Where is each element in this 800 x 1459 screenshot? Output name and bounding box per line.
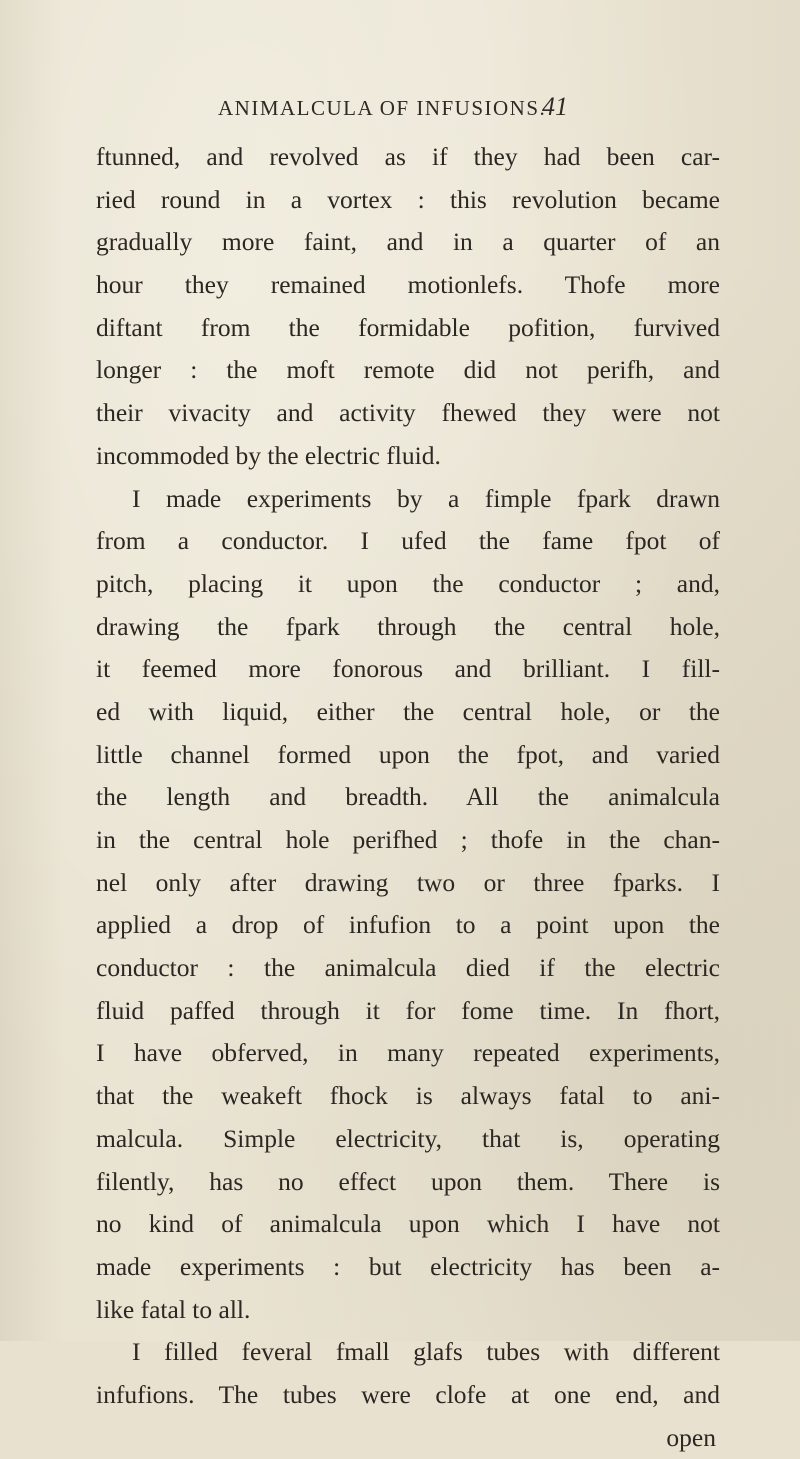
- body-text: [96, 136, 720, 1459]
- text-line: fluid paffed through it for fome time. In fhort,: [96, 995, 720, 1025]
- text-line: ftunned, and revolved as if they had been car-: [96, 142, 720, 171]
- running-head-title: ANIMALCULA OF INFUSIONS.: [218, 96, 547, 120]
- text-line: drawing the fpark through the central hole,: [96, 611, 720, 641]
- text-line: in the central hole perifhed ; thofe in the chan-: [96, 825, 720, 854]
- text-line: hour they remained motionlefs. Thofe more: [96, 270, 720, 300]
- page-number: 41: [542, 92, 568, 121]
- text-line: filently, has no effect upon them. There is: [96, 1166, 720, 1196]
- text-line: ed with liquid, either the central hole, or the: [96, 696, 720, 726]
- text-line: like fatal to all.: [96, 1294, 251, 1324]
- text-line: longer : the moft remote did not perifh, and: [96, 355, 720, 385]
- text-line: gradually more faint, and in a quarter of an: [96, 227, 720, 257]
- text-line: applied a drop of infufion to a point upon the: [96, 910, 720, 940]
- text-line: it feemed more fonorous and brilliant. I fill-: [96, 654, 720, 684]
- text-line: that the weakeft fhock is always fatal to ani-: [96, 1081, 720, 1111]
- text-line: pitch, placing it upon the conductor ; and,: [96, 568, 720, 598]
- text-line: little channel formed upon the fpot, and varied: [96, 739, 720, 769]
- text-line: I have obferved, in many repeated experiments,: [96, 1038, 720, 1068]
- text-line: made experiments : but electricity has been a-: [96, 1251, 720, 1281]
- text-line: infufions. The tubes were clofe at one end, and: [96, 1379, 720, 1409]
- text-line: conductor : the animalcula died if the electric: [96, 953, 720, 983]
- text-line: no kind of animalcula upon which I have not: [96, 1209, 720, 1239]
- text-line: diftant from the formidable pofition, furvived: [96, 312, 720, 342]
- text-line: the length and breadth. All the animalcula: [96, 782, 720, 812]
- text-line: their vivacity and activity fhewed they were not: [96, 398, 720, 428]
- text-line: ried round in a vortex : this revolution became: [96, 184, 720, 214]
- text-line: I made experiments by a fimple fpark drawn: [132, 483, 720, 513]
- text-line: malcula. Simple electricity, that is, operating: [96, 1123, 720, 1153]
- text-line: incommoded by the electric fluid.: [96, 440, 441, 470]
- catchword: open: [666, 1422, 716, 1452]
- text-line: nel only after drawing two or three fparks. I: [96, 867, 720, 897]
- text-line: I filled feveral fmall glafs tubes with different: [132, 1337, 720, 1367]
- text-line: from a conductor. I ufed the fame fpot of: [96, 526, 720, 556]
